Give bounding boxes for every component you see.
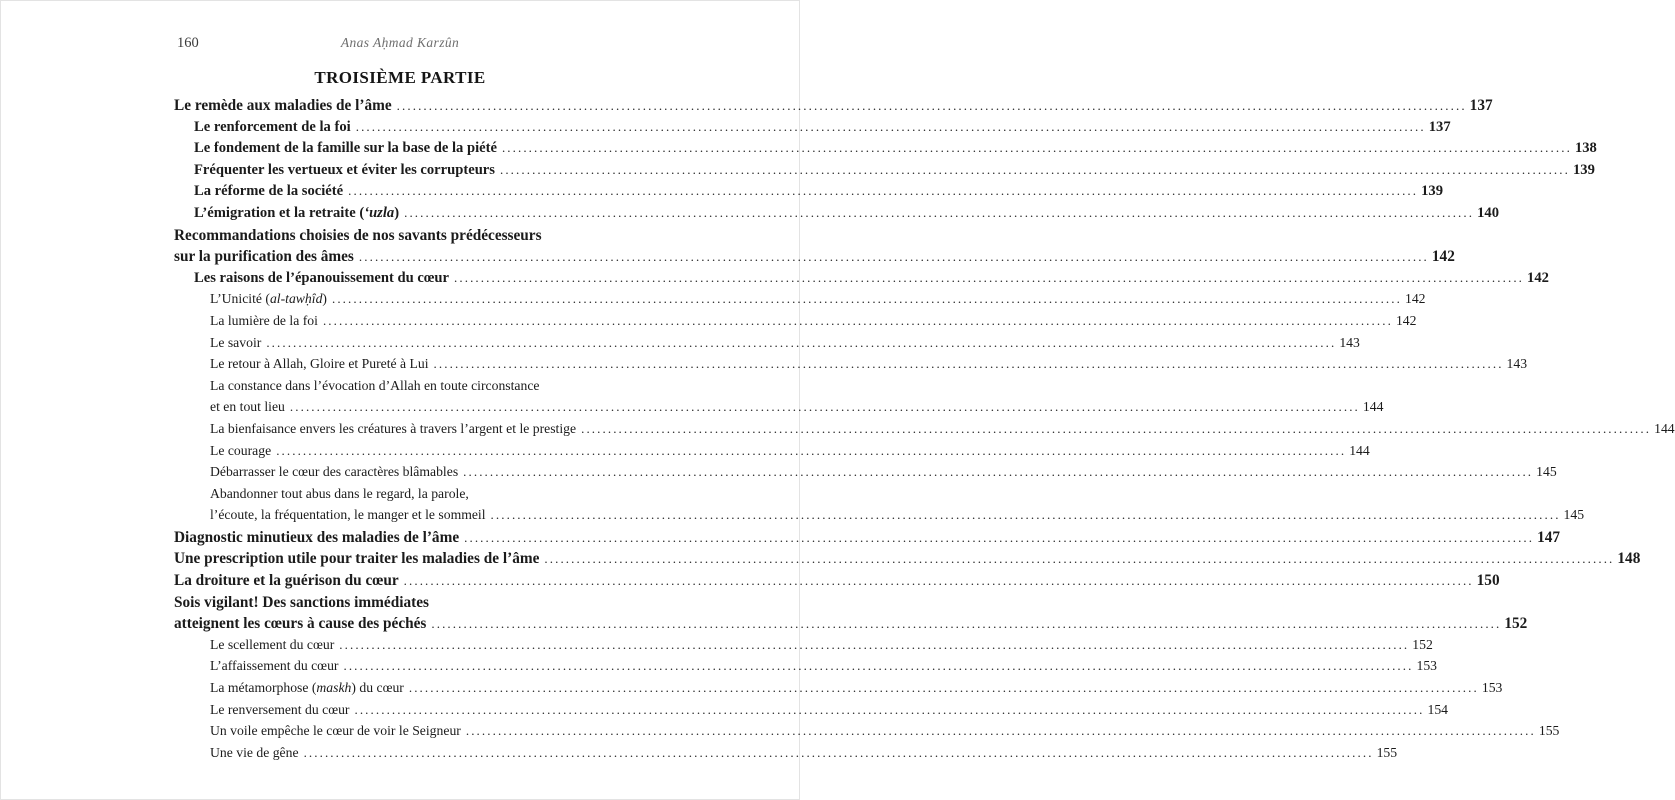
- toc-row: [174, 507, 1585, 529]
- toc-row: [174, 248, 1455, 270]
- toc-entry-title: [174, 572, 399, 590]
- part-title: TROISIÈME PARTIE: [314, 68, 486, 87]
- toc-row: [174, 594, 668, 616]
- toc-entry-title: [174, 615, 426, 633]
- toc-entry-text: sur la purification des âmes: [174, 248, 354, 266]
- running-head: [1, 35, 799, 55]
- toc-entry-title: [210, 680, 404, 696]
- toc-entry-title: [210, 335, 261, 351]
- dot-leader: ........................................................................................................................................................................................................: [490, 507, 1561, 523]
- toc-entry-text: atteignent les cœurs à cause des péchés: [174, 615, 427, 633]
- dot-leader: ........................................................................................................................................................................................................: [464, 529, 1535, 545]
- dot-leader: ........................................................................................................................................................................................................: [463, 464, 1534, 480]
- toc-entry-text: Recommandations choisies de nos savants prédécesseurs: [174, 226, 542, 244]
- dot-leader: ........................................................................................................................................................................................................: [433, 356, 1504, 372]
- toc-page-number: 153: [1416, 658, 1438, 674]
- toc-entry-text: Le retour à Allah, Gloire et Pureté à Lui: [210, 356, 429, 372]
- toc-entry-title: [210, 356, 429, 372]
- dot-leader: ........................................................................................................................................................................................................: [339, 636, 1410, 652]
- toc-row: [174, 291, 1426, 313]
- toc-page-number: 137: [1428, 118, 1451, 135]
- toc-entry-text: La bienfaisance envers les créatures à travers l’argent et le prestige: [210, 420, 577, 436]
- dot-leader: ........................................................................................................................................................................................................: [355, 118, 1426, 134]
- toc-entry-text: Le renversement du cœur: [210, 701, 350, 717]
- dot-leader: ........................................................................................................................................................................................................: [322, 312, 1393, 328]
- toc-row: [174, 550, 1641, 572]
- dot-leader: ........................................................................................................................................................................................................: [354, 701, 1425, 717]
- toc-entry-title: [174, 594, 429, 612]
- toc-entry-text: L’émigration et la retraite (: [194, 204, 365, 221]
- toc-row: [174, 658, 1438, 680]
- toc-entry-title: [194, 140, 497, 157]
- toc-entry-italic-term: ‘uzla: [364, 204, 395, 221]
- toc-entry-italic-term: maskh: [316, 680, 352, 696]
- toc-row: [174, 464, 1557, 486]
- toc-entry-text: Sois vigilant! Des sanctions immédiates: [174, 593, 429, 611]
- toc-page-number: 153: [1481, 680, 1503, 696]
- table-of-contents: [174, 97, 1675, 766]
- dot-leader: ........................................................................................................................................................................................................: [581, 420, 1652, 436]
- toc-page-number: 155: [1376, 744, 1398, 760]
- toc-entry-title: [210, 421, 576, 437]
- toc-entry-text: La métamorphose (: [210, 680, 317, 696]
- toc-page-number: 152: [1504, 615, 1528, 633]
- toc-entry-title: [210, 443, 271, 459]
- toc-entry-text: Le renforcement de la foi: [194, 118, 351, 135]
- toc-entry-title: [174, 550, 539, 568]
- toc-row: [174, 636, 1433, 659]
- toc-entry-text: Le scellement du cœur: [210, 636, 335, 652]
- toc-entry-text: Le courage: [210, 442, 272, 458]
- toc-row: [174, 442, 1370, 465]
- folio-page-number: 160: [177, 35, 199, 51]
- dot-leader: ........................................................................................................................................................................................................: [396, 98, 1467, 113]
- toc-entry-text: L’Unicité (: [210, 291, 270, 307]
- toc-row: [174, 204, 1499, 227]
- toc-page-number: 142: [1431, 248, 1455, 266]
- dot-leader: ........................................................................................................................................................................................................: [454, 269, 1525, 285]
- toc-entry-title: [174, 529, 459, 547]
- toc-entry-title: [174, 227, 542, 245]
- toc-entry-title: [210, 291, 327, 307]
- toc-page-number: 154: [1427, 701, 1449, 717]
- running-head-author: Anas Aḥmad Karzûn: [340, 35, 460, 50]
- toc-row: [174, 420, 1675, 443]
- toc-entry-title: [194, 162, 495, 179]
- dot-leader: ........................................................................................................................................................................................................: [544, 551, 1615, 567]
- toc-page-number: 144: [1349, 442, 1370, 458]
- toc-entry-title: [174, 97, 392, 115]
- dot-leader: ........................................................................................................................................................................................................: [348, 183, 1419, 199]
- toc-entry-italic-term: al-tawḥîd: [269, 291, 323, 307]
- toc-page-number: 138: [1574, 140, 1597, 157]
- toc-entry-title: [210, 399, 285, 415]
- toc-row: [174, 378, 668, 400]
- toc-row: [174, 528, 1561, 551]
- toc-entry-title: [210, 378, 540, 394]
- toc-entry-title: [210, 702, 349, 718]
- toc-row: [174, 615, 1528, 637]
- toc-entry-title: [194, 119, 351, 136]
- book-page: [1, 1, 1675, 799]
- toc-entry-title: [194, 270, 449, 287]
- toc-row: [174, 183, 1444, 205]
- toc-page-number: 147: [1537, 528, 1561, 546]
- toc-entry-title: [174, 248, 354, 266]
- dot-leader: ........................................................................................................................................................................................................: [499, 161, 1570, 177]
- toc-entry-text: L’affaissement du cœur: [210, 658, 339, 674]
- toc-entry-text: ): [394, 204, 400, 221]
- toc-page-number: 139: [1421, 183, 1444, 200]
- toc-row: [174, 399, 1384, 421]
- toc-entry-title: [210, 745, 299, 761]
- toc-row: [174, 140, 1597, 162]
- toc-entry-text: Le remède aux maladies de l’âme: [174, 97, 392, 114]
- toc-entry-title: [210, 313, 318, 329]
- toc-row: [174, 744, 1398, 767]
- toc-page-number: 142: [1395, 312, 1417, 328]
- toc-row: [174, 572, 1500, 594]
- toc-row: [174, 486, 668, 508]
- toc-page-number: 145: [1563, 507, 1585, 523]
- dot-leader: ........................................................................................................................................................................................................: [303, 744, 1374, 760]
- toc-entry-text: Débarrasser le cœur des caractères blâmables: [210, 464, 459, 480]
- toc-page-number: 155: [1538, 723, 1560, 739]
- toc-entry-text: La lumière de la foi: [210, 312, 318, 328]
- toc-entry-text: Un voile empêche le cœur de voir le Seigneur: [210, 723, 461, 739]
- toc-row: [174, 269, 1549, 292]
- dot-leader: ........................................................................................................................................................................................................: [358, 249, 1429, 265]
- toc-entry-text: Une vie de gêne: [210, 744, 299, 760]
- dot-leader: ........................................................................................................................................................................................................: [465, 723, 1536, 739]
- toc-row: [174, 334, 1360, 357]
- dot-leader: ........................................................................................................................................................................................................: [289, 399, 1360, 415]
- toc-row: [174, 701, 1449, 724]
- toc-entry-title: [210, 658, 338, 674]
- toc-page-number: 142: [1527, 269, 1549, 286]
- dot-leader: ........................................................................................................................................................................................................: [431, 616, 1502, 632]
- toc-entry-text: Diagnostic minutieux des maladies de l’âme: [174, 528, 460, 546]
- toc-entry-title: [210, 507, 486, 523]
- toc-page-number: 137: [1469, 97, 1493, 114]
- toc-entry-text: et en tout lieu: [210, 399, 285, 415]
- toc-entry-text: Fréquenter les vertueux et éviter les corrupteurs: [194, 161, 495, 178]
- dot-leader: ........................................................................................................................................................................................................: [404, 204, 1475, 220]
- toc-entry-title: [210, 486, 469, 502]
- toc-entry-text: Une prescription utile pour traiter les maladies de l’âme: [174, 550, 540, 568]
- dot-leader: ........................................................................................................................................................................................................: [403, 573, 1474, 589]
- toc-entry-text: Les raisons de l’épanouissement du cœur: [194, 269, 450, 286]
- toc-entry-text: Abandonner tout abus dans le regard, la parole,: [210, 485, 469, 501]
- toc-entry-text: ): [322, 291, 327, 307]
- toc-entry-title: [194, 183, 343, 200]
- toc-row: [174, 312, 1417, 335]
- dot-leader: ........................................................................................................................................................................................................: [331, 291, 1402, 307]
- toc-row: [174, 118, 1451, 141]
- toc-page-number: 150: [1476, 572, 1500, 590]
- dot-leader: ........................................................................................................................................................................................................: [343, 658, 1414, 674]
- toc-entry-title: [210, 723, 461, 739]
- toc-entry-text: Le savoir: [210, 334, 262, 350]
- toc-row: [174, 723, 1560, 745]
- toc-page-number: 143: [1506, 356, 1528, 372]
- toc-row: [174, 161, 1595, 184]
- toc-entry-title: [194, 205, 399, 222]
- toc-page-number: 152: [1412, 636, 1433, 652]
- toc-entry-title: [210, 464, 458, 480]
- toc-entry-text: l’écoute, la fréquentation, le manger et le sommeil: [210, 507, 486, 523]
- toc-entry-text: La constance dans l’évocation d’Allah en toute circonstance: [210, 377, 540, 393]
- toc-page-number: 142: [1404, 291, 1426, 307]
- toc-page-number: 140: [1477, 204, 1499, 221]
- toc-row: [174, 680, 1503, 702]
- toc-entry-text: La réforme de la société: [194, 183, 344, 200]
- toc-page-number: 144: [1362, 399, 1384, 415]
- dot-leader: ........................................................................................................................................................................................................: [408, 680, 1479, 696]
- toc-entry-title: [210, 637, 334, 653]
- toc-page-number: 148: [1617, 550, 1641, 568]
- toc-row: [174, 227, 668, 249]
- toc-entry-text: Le fondement de la famille sur la base de la piété: [194, 140, 497, 157]
- dot-leader: ........................................................................................................................................................................................................: [276, 442, 1347, 458]
- toc-page-number: 143: [1339, 334, 1360, 350]
- dot-leader: ........................................................................................................................................................................................................: [266, 334, 1337, 350]
- toc-entry-text: ) du cœur: [351, 680, 404, 696]
- toc-row: [174, 97, 1493, 119]
- toc-page-number: 139: [1572, 161, 1595, 178]
- toc-page-number: 144: [1654, 420, 1675, 436]
- toc-page-number: 145: [1536, 464, 1557, 480]
- toc-entry-text: La droiture et la guérison du cœur: [174, 572, 399, 590]
- dot-leader: ........................................................................................................................................................................................................: [501, 140, 1572, 156]
- toc-row: [174, 356, 1528, 378]
